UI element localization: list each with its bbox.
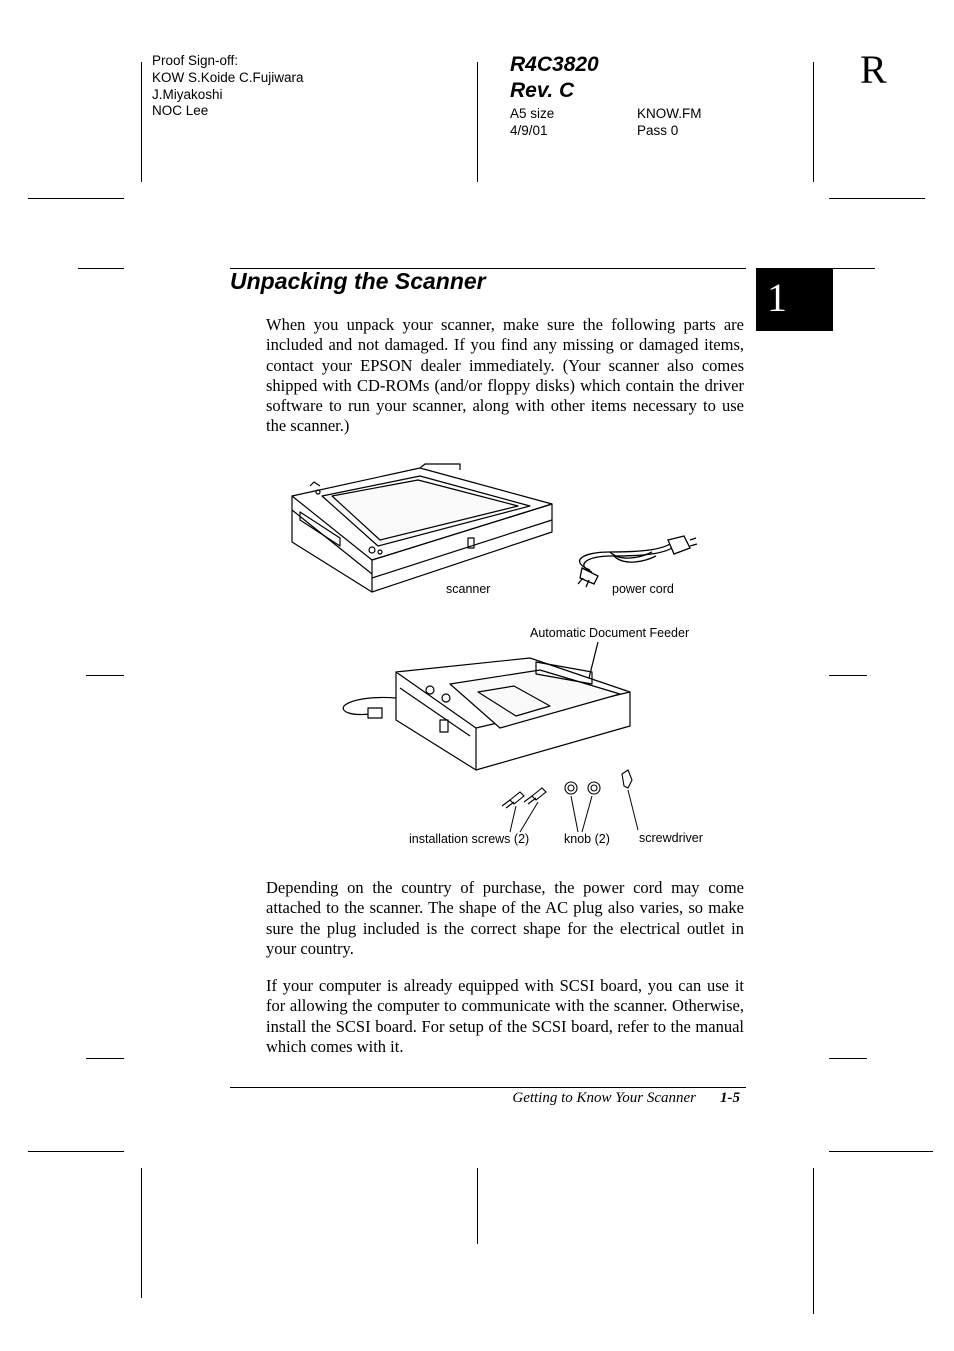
page-number: 1-5 (720, 1090, 740, 1106)
doc-meta-right (637, 106, 702, 139)
footer-chapter-title: Getting to Know Your Scanner (512, 1090, 696, 1106)
crop-mark (813, 1168, 814, 1314)
doc-date: 4/9/01 (510, 122, 548, 138)
doc-pass: Pass 0 (637, 122, 679, 138)
crop-mark (477, 1168, 478, 1244)
proof-line: KOW S.Koide C.Fujiwara (152, 69, 304, 85)
power-cord-paragraph: Depending on the country of purchase, the power cord may come attached to the scanner. The shape of the AC plug also varies, so make sure the plug included is the correct shape for the electrical outlet in your country. (266, 878, 744, 958)
crop-mark (829, 1151, 933, 1152)
section-title: Unpacking the Scanner (230, 268, 486, 294)
doc-code: R4C3820 (510, 53, 599, 76)
caption-knob: knob (2) (564, 832, 610, 846)
proof-line: Proof Sign-off: (152, 53, 239, 68)
corner-letter: R (860, 47, 887, 92)
crop-mark (833, 268, 875, 269)
doc-meta-left (510, 106, 554, 139)
crop-mark (28, 1151, 124, 1152)
crop-mark (141, 62, 142, 182)
scsi-paragraph: If your computer is already equipped with SCSI board, you can use it for allowing the computer to communicate with the scanner. Otherwise, install the SCSI board. For setup of the SCSI board, refer to the manual which comes with it. (266, 976, 744, 1056)
crop-mark (477, 62, 478, 182)
document-id (510, 52, 599, 104)
caption-scanner: scanner (446, 582, 491, 596)
doc-size: A5 size (510, 106, 555, 121)
crop-mark (829, 675, 867, 676)
scanner-illustration (280, 460, 720, 640)
proof-line: NOC Lee (152, 103, 209, 119)
footer-rule (230, 1087, 746, 1088)
crop-mark (86, 1058, 124, 1059)
crop-mark (78, 268, 124, 269)
caption-adf: Automatic Document Feeder (530, 626, 690, 640)
caption-power-cord: power cord (612, 582, 674, 596)
crop-mark (813, 62, 814, 182)
proof-signoff (152, 53, 304, 120)
caption-installation-screws: installation screws (2) (409, 832, 530, 846)
adf-illustration (330, 636, 750, 836)
proof-line: J.Miyakoshi (152, 86, 223, 102)
crop-mark (829, 198, 925, 199)
crop-mark (86, 675, 124, 676)
intro-paragraph: When you unpack your scanner, make sure the following parts are included and not damaged. If you find any missing or damaged items, contact your EPSON dealer immediately. (Your scanner also comes shipped with CD-ROMs (and/or floppy disks) which contain the driver software to run your scanner, along with other items necessary to use the scanner.) (266, 315, 744, 436)
crop-mark (829, 1058, 867, 1059)
chapter-number: 1 (767, 275, 787, 320)
crop-mark (28, 198, 124, 199)
doc-revision: Rev. C (510, 79, 575, 102)
doc-file: KNOW.FM (637, 106, 702, 121)
crop-mark (141, 1168, 142, 1298)
chapter-tab (756, 268, 833, 331)
caption-screwdriver: screwdriver (639, 831, 703, 845)
